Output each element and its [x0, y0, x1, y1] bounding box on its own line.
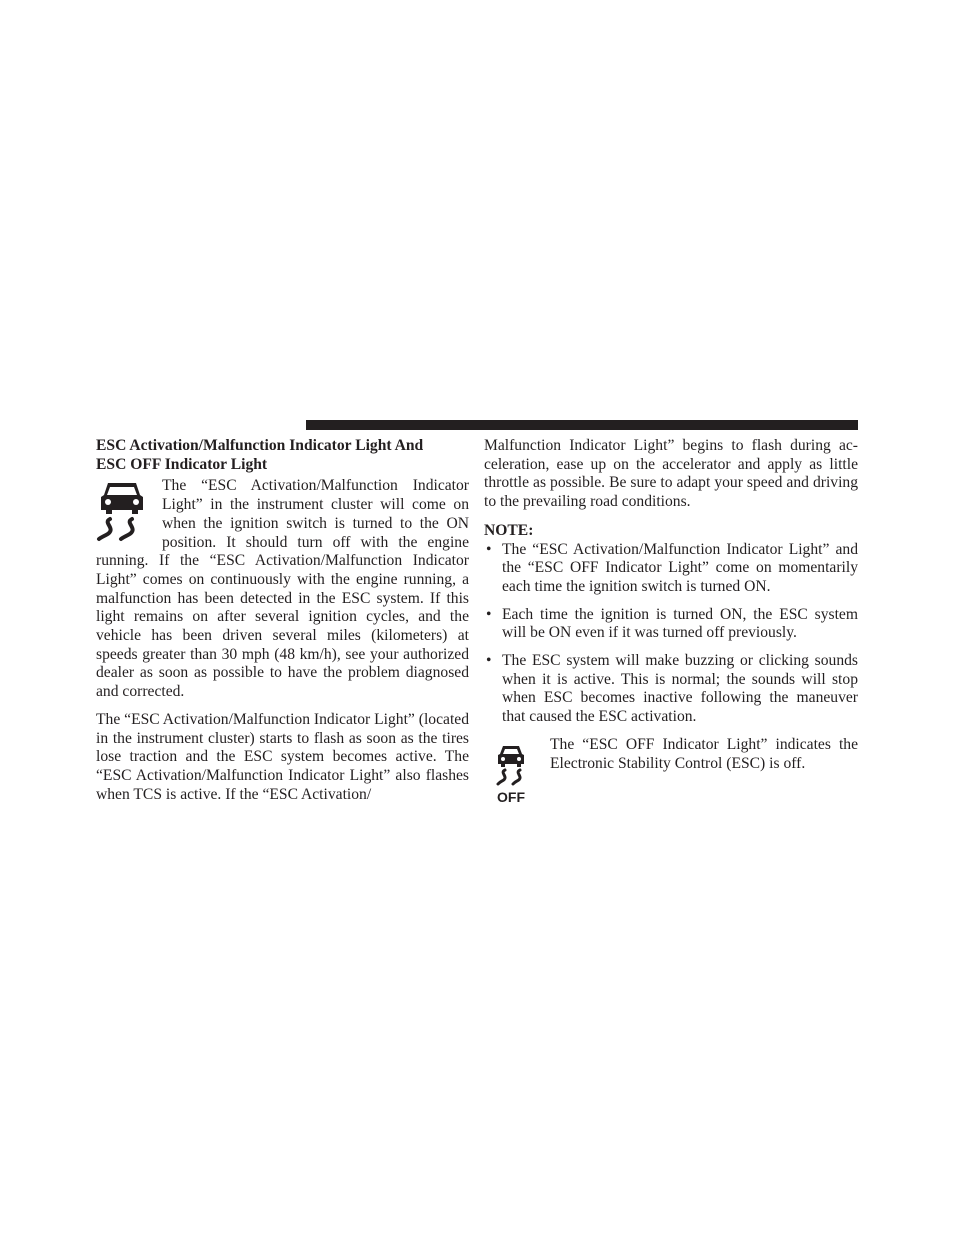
heading-line-2: ESC OFF Indicator Light — [96, 455, 268, 473]
list-item — [484, 652, 858, 727]
bullet-text: The “ESC Activation/Malfunction Indicator Light” and the “ESC OFF Indicator Light” come on momentarily each time the ignition switch is turned ON. — [502, 540, 858, 595]
bullet-text: Each time the ignition is turned ON, the ESC system will be ON even if it was turned off previously. — [502, 605, 858, 642]
bullet-text: The ESC system will make buzzing or clicking sounds when it is active. This is normal; the sounds will stop when ESC becomes inactive following the maneuver that caused the ESC activation. — [502, 652, 858, 726]
right-column — [484, 437, 858, 806]
esc-skidding-car-icon — [96, 479, 148, 543]
esc-off-icon-label: OFF — [497, 788, 525, 805]
list-item — [484, 541, 858, 597]
list-item — [484, 606, 858, 643]
section-header-bar — [306, 420, 858, 430]
section-heading — [96, 437, 469, 474]
left-paragraph-1: The “ESC Activation/Malfunction Indicator Light” in the instrument cluster will come on when the ignition switch is turned to the ON position. It should turn off with the engine running. If the “ESC Activation/Malfunction Indicator Light” comes on continuously with the engine running, a malfunction has been detected in the ESC system. If this light remains on after several ignition cycles, and the vehicle has been driven several miles (kilometers) at speeds greater than 30 mph (48 km/h), see your authorized dealer as soon as possible to have the problem diagnosed and corrected. — [96, 477, 469, 701]
note-label: NOTE: — [484, 521, 534, 539]
bullet-dot: • — [486, 540, 492, 558]
esc-off-icon — [484, 744, 538, 806]
left-column — [96, 437, 469, 804]
heading-line-1: ESC Activation/Malfunction Indicator Light And — [96, 437, 424, 454]
right-paragraph-1: Malfunction Indicator Light” begins to flash during acceleration, ease up on the accelerator and apply as little throttle as possible. Be sure to adapt your speed and driving to the prevailing road conditions. — [484, 437, 858, 511]
right-paragraph-2: The “ESC OFF Indicator Light” indicates the Electronic Stability Control (ESC) is off. — [550, 735, 858, 772]
left-paragraph-2: The “ESC Activation/Malfunction Indicator Light” (located in the instrument cluster) starts to flash as soon as the tires lose traction and the ESC system becomes active. The “ESC Activation/Malfunction Indicator Light” also flashes when TCS is active. If the “ESC Activation/ — [96, 710, 469, 803]
bullet-dot: • — [486, 605, 492, 623]
note-list — [484, 541, 858, 727]
bullet-dot: • — [486, 652, 492, 670]
